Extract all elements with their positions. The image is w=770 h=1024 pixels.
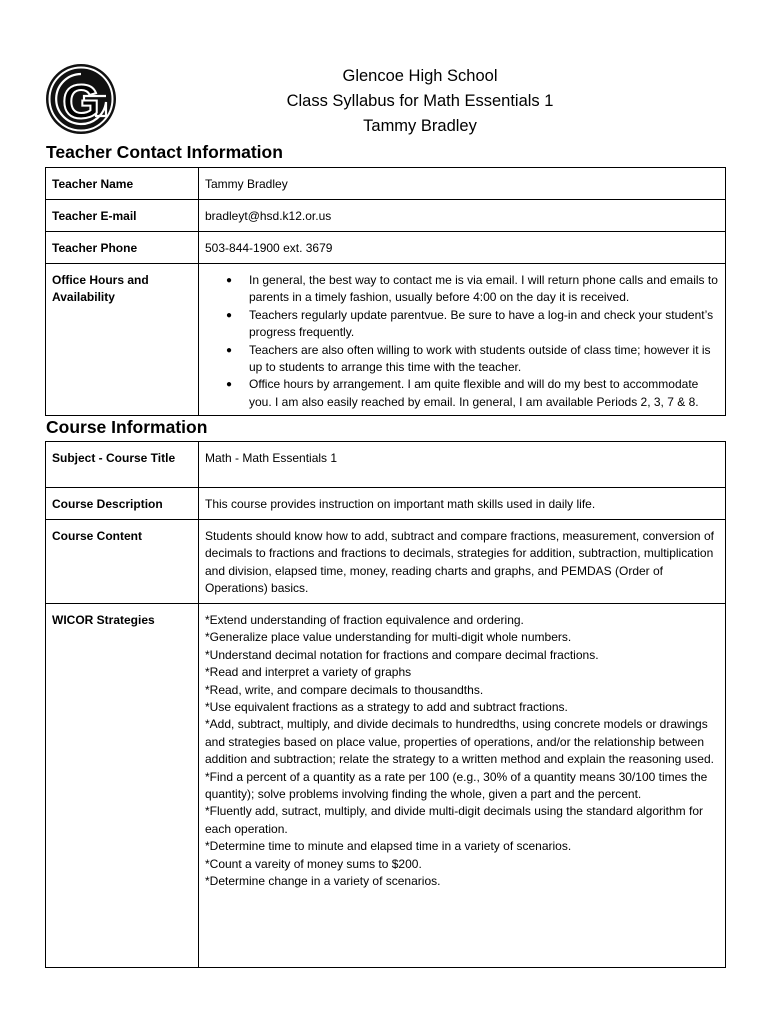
row-value (199, 264, 726, 416)
wicor-line: *Determine time to minute and elapsed time in a variety of scenarios. (205, 839, 572, 854)
list-item: ● Teachers regularly update parentvue. Be sure to have a log-in and check your student’s progress frequently. (249, 307, 719, 342)
school-logo (44, 62, 118, 136)
row-label: Course Content (46, 520, 199, 604)
row-label: Teacher Phone (46, 232, 199, 264)
wicor-line: *Determine change in a variety of scenarios. (205, 874, 441, 889)
section-title-teacher-contact: Teacher Contact Information (46, 142, 283, 162)
table-row (46, 442, 726, 488)
row-label: Teacher E-mail (46, 200, 199, 232)
row-label: Course Description (46, 488, 199, 520)
list-item: ● Office hours by arrangement. I am quite flexible and will do my best to accommodate you. I am also easily reached by email. In general, I am available Periods 2, 3, 7 & 8. (249, 376, 719, 411)
row-value: This course provides instruction on important math skills used in daily life. (199, 488, 726, 520)
wicor-line: *Generalize place value understanding for multi-digit whole numbers. (205, 630, 572, 645)
table-row (46, 232, 726, 264)
wicor-line: *Find a percent of a quantity as a rate per 100 (e.g., 30% of a quantity means 30/100 times the quantity); solve problems involving finding the whole, given a part and the percent. (205, 769, 708, 802)
office-hours-list (205, 272, 719, 411)
row-value: Tammy Bradley (199, 168, 726, 200)
wicor-line: *Count a vareity of money sums to $200. (205, 856, 422, 871)
row-label: WICOR Strategies (46, 604, 199, 968)
wicor-line: *Extend understanding of fraction equivalence and ordering. (205, 613, 524, 627)
table-row (46, 520, 726, 604)
table-row (46, 604, 726, 968)
wicor-line: *Understand decimal notation for fractions and compare decimal fractions. (205, 647, 599, 662)
list-item: ● Teachers are also often willing to work with students outside of class time; however it is up to students to arrange this time with the teacher. (249, 342, 719, 377)
row-value: Students should know how to add, subtract and compare fractions, measurement, conversion of decimals to fractions and fractions to decimals, strategies for addition, subtraction, multiplication and division, elapsed time, money, reading charts and graphs, and PEMDAS (Order of Operations) basics. (199, 520, 726, 604)
wicor-line: *Read, write, and compare decimals to thousandths. (205, 682, 484, 697)
row-value (199, 604, 726, 968)
wicor-line: *Add, subtract, multiply, and divide decimals to hundredths, using concrete models or drawings and strategies based on place value, properties of operations, and/or the relationship between addition and subtraction; relate the strategy to a written method and explain the reasoning used. (205, 717, 714, 767)
row-value: bradleyt@hsd.k12.or.us (199, 200, 726, 232)
table-row (46, 488, 726, 520)
wicor-line: *Fluently add, sutract, multiply, and divide multi-digit decimals using the standard algorithm for each operation. (205, 804, 704, 836)
wicor-line: *Read and interpret a variety of graphs (205, 665, 412, 680)
list-item: ● In general, the best way to contact me is via email. I will return phone calls and emails to parents in a timely fashion, usually before 4:00 on the day it is received. (249, 272, 719, 307)
row-value: 503-844-1900 ext. 3679 (199, 232, 726, 264)
row-label: Subject - Course Title (46, 442, 199, 488)
table-row (46, 200, 726, 232)
class-title: Class Syllabus for Math Essentials 1 (286, 92, 554, 110)
school-name: Glencoe High School (342, 67, 498, 85)
logo-letter: G (62, 76, 100, 129)
section-title-course-info: Course Information (46, 417, 208, 437)
row-label: Teacher Name (46, 168, 199, 200)
table-row (46, 168, 726, 200)
table-row (46, 264, 726, 416)
teacher-contact-table (45, 167, 726, 416)
row-value: Math - Math Essentials 1 (199, 442, 726, 488)
course-info-table (45, 441, 726, 968)
teacher-name-header: Tammy Bradley (363, 117, 477, 135)
row-label: Office Hours and Availability (46, 264, 199, 416)
wicor-line: *Use equivalent fractions as a strategy to add and subtract fractions. (205, 700, 568, 715)
